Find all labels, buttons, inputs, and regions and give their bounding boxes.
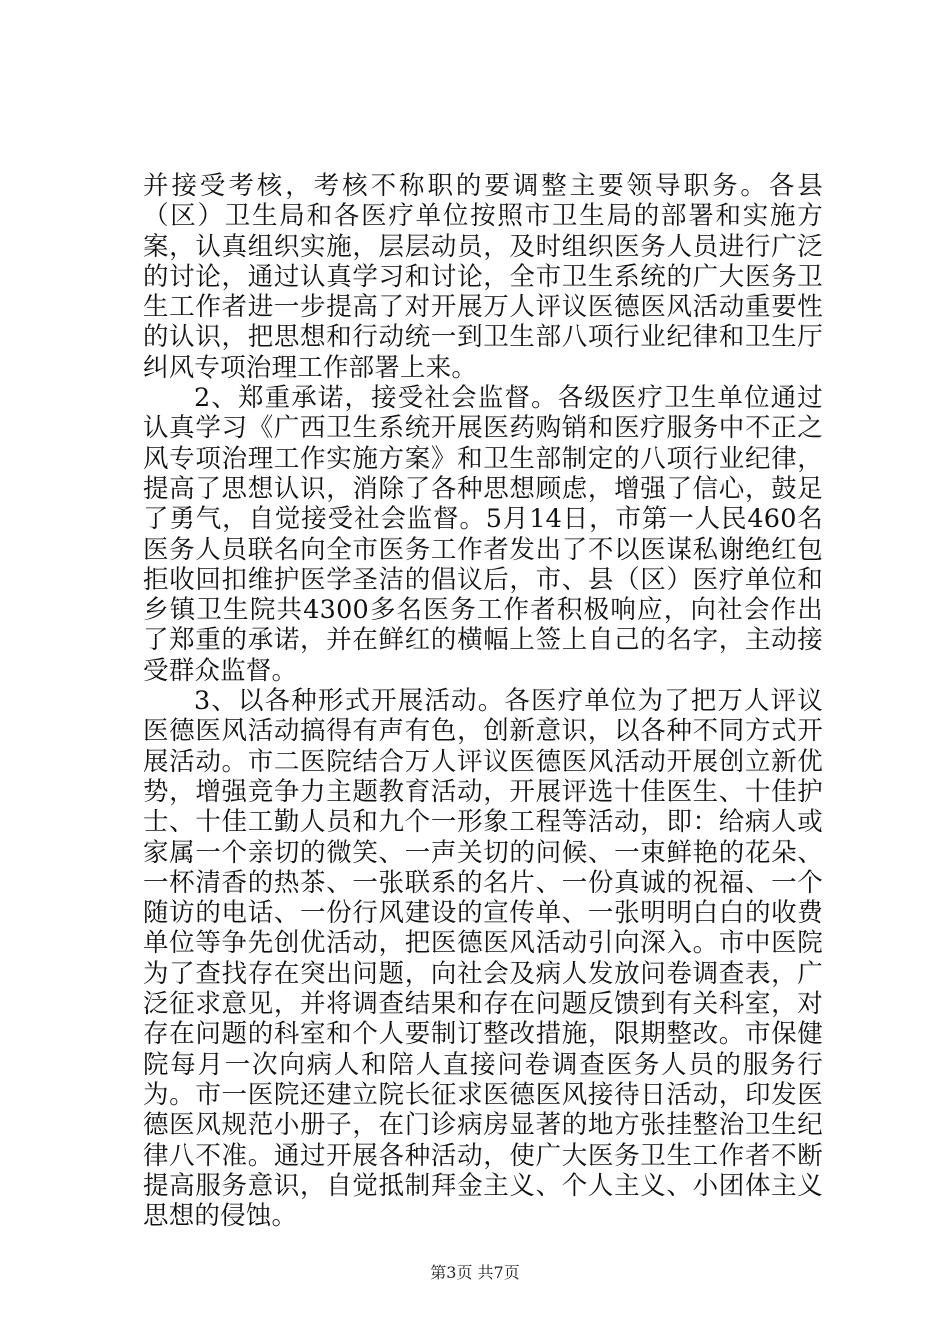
page-footer: 第3页 共7页 (430, 1263, 520, 1282)
paragraph-continuation: 并接受考核，考核不称职的要调整主要领导职务。各县（区）卫生局和各医疗单位按照市卫生局的部署和实施方案，认真组织实施，层层动员，及时组织医务人员进行广泛的讨论，通过认真学习和讨论，全市卫生系统的广大医务卫生工作者进一步提高了对开展万人评议医德医风活动重要性的认识，把思想和行动统一到卫生部八项行业纪律和卫生厅纠风专项治理工作部署上来。 (143, 171, 823, 383)
paragraph-public-commitment: 2、郑重承诺，接受社会监督。各级医疗卫生单位通过认真学习《广西卫生系统开展医药购销和医疗服务中不正之风专项治理工作实施方案》和卫生部制定的八项行业纪律，提高了思想认识，消除了各种思想顾虑，增强了信心，鼓足了勇气，自觉接受社会监督。5月14日，市第一人民460名医务人员联名向全市医务工作者发出了不以医谋私谢绝红包拒收回扣维护医学圣洁的倡议后，市、县（区）医疗单位和乡镇卫生院共4300多名医务工作者积极响应，向社会作出了郑重的承诺，并在鲜红的横幅上签上自己的名字，主动接受群众监督。 (143, 383, 823, 686)
document-body (143, 171, 823, 1231)
paragraph-activities: 3、以各种形式开展活动。各医疗单位为了把万人评议医德医风活动搞得有声有色，创新意识，以各种不同方式开展活动。市二医院结合万人评议医德医风活动开展创立新优势，增强竞争力主题教育活动，开展评选十佳医生、十佳护士、十佳工勤人员和九个一形象工程等活动，即：给病人或家属一个亲切的微笑、一声关切的问候、一束鲜艳的花朵、一杯清香的热茶、一张联系的名片、一份真诚的祝福、一个随访的电话、一份行风建设的宣传单、一张明明白白的收费单位等争先创优活动，把医德医风活动引向深入。市中医院为了查找存在突出问题，向社会及病人发放问卷调查表，广泛征求意见，并将调查结果和存在问题反馈到有关科室，对存在问题的科室和个人要制订整改措施，限期整改。市保健院每月一次向病人和陪人直接问卷调查医务人员的服务行为。市一医院还建立院长征求医德医风接待日活动，印发医德医风规范小册子，在门诊病房显著的地方张挂整治卫生纪律八不准。通过开展各种活动，使广大医务卫生工作者不断提高服务意识，自觉抵制拜金主义、个人主义、小团体主义思想的侵蚀。 (143, 686, 823, 1232)
